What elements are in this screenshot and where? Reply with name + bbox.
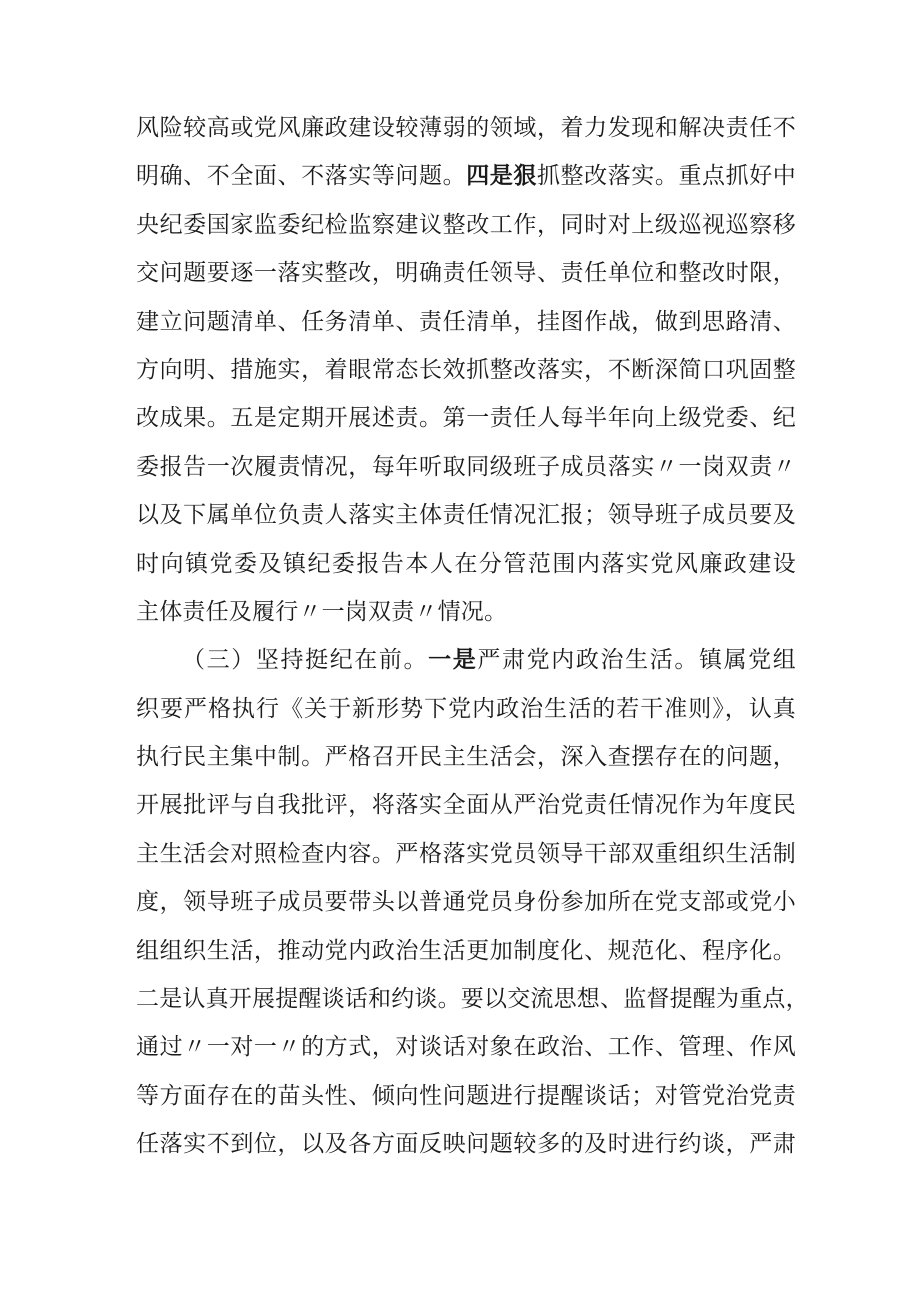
text-segment: 委报告一次履责情况，每年听取同级班子成员落实〃一岗双责〃 — [136, 453, 796, 480]
text-line — [136, 540, 796, 588]
text-line — [136, 927, 796, 975]
text-segment: 改成果。五是定期开展述责。第一责任人每半年向上级党委、纪 — [136, 405, 796, 432]
text-segment: 明确、不全面、不落实等问题。 — [136, 163, 467, 190]
text-line — [136, 104, 796, 152]
text-line — [136, 1072, 796, 1120]
text-segment: 开展批评与自我批评，将落实全面从严治党责任情况作为年度民 — [136, 792, 796, 819]
text-line — [136, 298, 796, 346]
text-line — [136, 830, 796, 878]
text-line — [136, 394, 796, 442]
text-segment: 方向明、措施实，着眼常态长效抓整改落实，不断深简口巩固整 — [136, 356, 796, 383]
document-body-text — [136, 104, 809, 1169]
text-segment: 织要严格执行《关于新形势下党内政治生活的若干准则》，认真 — [136, 695, 796, 722]
text-line — [136, 152, 796, 200]
text-segment: 时向镇党委及镇纪委报告本人在分管范围内落实党风廉政建设 — [136, 550, 796, 577]
text-segment: 交问题要逐一落实整改，明确责任领导、责任单位和整改时限， — [136, 260, 796, 287]
text-segment: 二是认真开展提醒谈话和约谈。要以交流思想、监督提醒为重点， — [136, 986, 809, 1013]
text-segment: 主生活会对照检查内容。严格落实党员领导干部双重组织生活制 — [136, 840, 796, 867]
text-line — [136, 781, 796, 829]
text-line — [136, 733, 796, 781]
text-segment: 任落实不到位，以及各方面反映问题较多的及时进行约谈，严肃 — [136, 1131, 796, 1158]
text-segment: 度，领导班子成员要带头以普通党员身份参加所在党支部或党小 — [136, 889, 796, 916]
text-segment: 主体责任及履行〃一岗双责〃情况。 — [136, 598, 508, 625]
text-line — [136, 249, 796, 297]
text-line — [136, 878, 796, 926]
text-segment: 建立问题清单、任务清单、责任清单，挂图作战，做到思路清、 — [136, 308, 796, 335]
text-line — [136, 346, 796, 394]
text-line — [136, 1120, 796, 1168]
text-segment: 央纪委国家监委纪检监察建议整改工作，同时对上级巡视巡察移 — [136, 211, 796, 238]
text-segment: 抓整改落实。重点抓好中 — [536, 163, 796, 190]
text-line — [136, 975, 809, 1023]
text-line — [136, 1023, 796, 1071]
text-line — [136, 201, 796, 249]
text-segment: 等方面存在的苗头性、倾向性问题进行提醒谈话；对管党治党责 — [136, 1082, 796, 1109]
text-segment: 风险较高或党风廉政建设较薄弱的领域，着力发现和解决责任不 — [136, 115, 796, 141]
text-line — [136, 685, 796, 733]
text-segment: 以及下属单位负责人落实主体责任情况汇报；领导班子成员要及 — [136, 502, 796, 529]
text-segment: 执行民主集中制。严格召开民主生活会，深入查摆存在的问题， — [136, 744, 796, 771]
text-line — [136, 443, 796, 491]
bold-text-segment: 一是 — [428, 647, 478, 674]
text-line — [136, 636, 796, 684]
text-segment: （三）坚持挺纪在前。 — [182, 647, 429, 674]
text-line — [136, 588, 796, 636]
text-line — [136, 491, 796, 539]
bold-text-segment: 四是狠 — [466, 163, 537, 190]
text-segment: 组组织生活，推动党内政治生活更加制度化、规范化、程序化。 — [136, 937, 796, 964]
text-segment: 通过〃一对一〃的方式，对谈话对象在政治、工作、管理、作风 — [136, 1034, 796, 1061]
text-segment: 严肃党内政治生活。镇属党组 — [477, 647, 796, 674]
